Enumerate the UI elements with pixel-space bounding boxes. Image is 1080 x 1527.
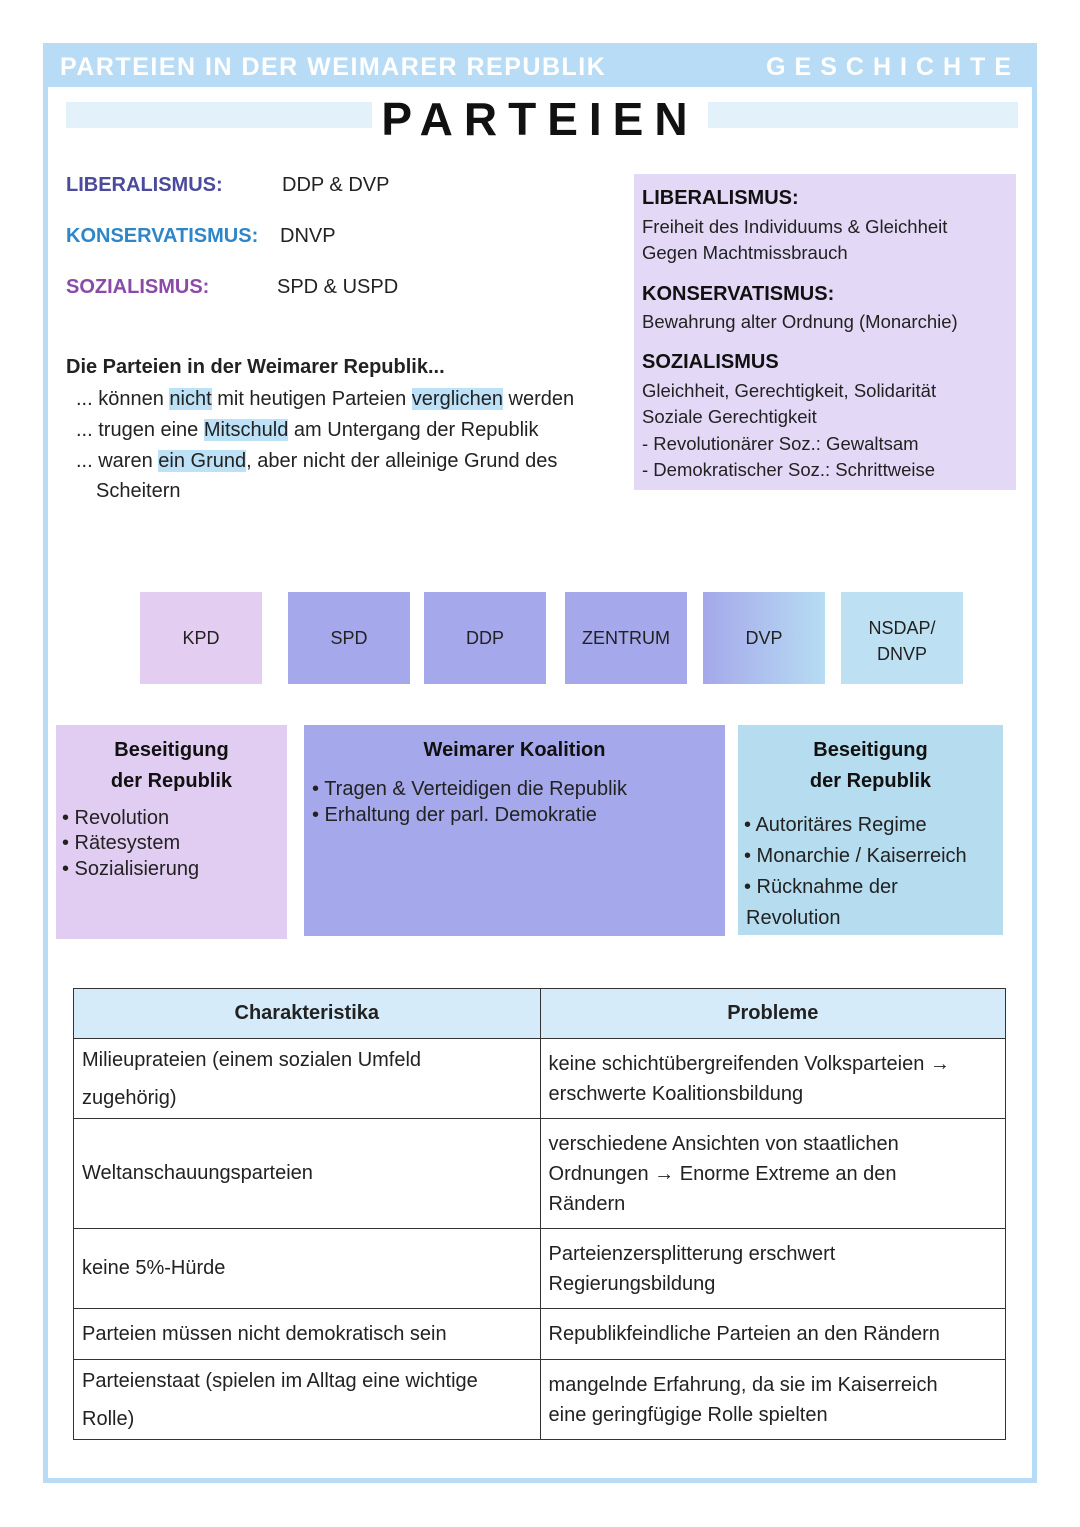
table-header: Probleme [540,989,1005,1039]
table-cell [74,1360,541,1440]
definition-text: Soziale Gerechtigkeit [642,406,817,427]
table-cell [540,1039,1005,1119]
definition-text: Bewahrung alter Ordnung (Monarchie) [642,311,958,332]
party-label: ZENTRUM [582,627,670,648]
table-cell [540,1119,1005,1229]
table-row [74,1229,1006,1309]
column-item: • Erhaltung der parl. Demokratie [312,804,597,826]
intro-text: ... können [76,388,170,410]
definition-title-konservatismus: KONSERVATISMUS: [642,283,835,305]
definition-title-sozialismus: SOZIALISMUS [642,351,779,373]
ideology-label-liberalismus: LIBERALISMUS: [66,174,223,196]
party-box-nsdap-dnvp [841,592,963,684]
cell-text: Ordnungen → Enorme Extreme an den [548,1162,897,1185]
table-cell [540,1229,1005,1309]
ideology-parties-sozialismus: SPD & USPD [277,276,399,298]
cell-text: Rändern [548,1192,626,1215]
table-cell [540,1360,1005,1440]
intro-text: werden [502,388,575,410]
intro-text: , aber nicht der alleinige Grund des [246,450,558,472]
characteristics-table [73,988,1006,1440]
table-row [74,1360,1006,1440]
column-title: Beseitigung [813,739,928,761]
cell-text: keine 5%-Hürde [82,1257,226,1279]
header-topic: PARTEIEN IN DER WEIMARER REPUBLIK [60,53,607,81]
table-header-row [74,989,1006,1039]
party-label: DVP [745,627,783,648]
party-box-dvp [703,592,825,684]
ideology-parties-liberalismus: DDP & DVP [282,174,390,196]
table-cell [74,1229,541,1309]
column-title: der Republik [809,770,932,792]
column-item: • Sozialisierung [62,858,200,880]
cell-text: Rolle) [82,1407,135,1430]
cell-text: Milieuprateien (einem sozialen Umfeld [82,1048,422,1071]
column-right-extreme [738,725,1003,935]
column-item: Revolution [746,907,841,929]
party-label: KPD [182,627,220,648]
cell-text: erschwerte Koalitionsbildung [548,1082,804,1105]
cell-text: verschiedene Ansichten von staatlichen [548,1132,899,1155]
table-row [74,1119,1006,1229]
cell-text: Parteienstaat (spielen im Alltag eine wichtige [82,1369,478,1392]
table-cell [74,1039,541,1119]
column-item: • Monarchie / Kaiserreich [744,845,967,867]
intro-highlight: nicht [169,388,212,410]
party-box-spd [288,592,410,684]
intro-highlight: verglichen [411,388,503,410]
column-item: • Rücknahme der [744,876,898,898]
party-label: DDP [465,627,504,648]
definition-text: - Revolutionärer Soz.: Gewaltsam [642,433,919,454]
intro-highlight: ein Grund [158,450,247,472]
ideology-label-sozialismus: SOZIALISMUS: [66,276,210,298]
intro-text: ... waren [76,450,159,472]
intro-line-3 [76,450,557,473]
cell-text: keine schichtübergreifenden Volksparteien → [548,1052,950,1075]
table-row [74,1309,1006,1360]
definition-text: Gegen Machtmissbrauch [642,242,848,263]
definition-text: Freiheit des Individuums & Gleichheit [642,216,948,237]
party-label: SPD [330,627,368,648]
column-title: der Republik [110,770,233,792]
header-subject: GESCHICHTE [766,53,1020,81]
cell-text: mangelnde Erfahrung, da sie im Kaiserreich [548,1373,938,1396]
cell-text: Parteienzersplitterung erschwert [548,1242,836,1265]
intro-line-4: Scheitern [96,480,181,502]
ideology-parties-konservatismus: DNVP [280,225,336,247]
table-cell [74,1119,541,1229]
intro-highlight: Mitschuld [203,419,289,441]
ideology-label-konservatismus: KONSERVATISMUS: [66,225,259,247]
column-item: • Rätesystem [62,832,181,854]
table-header: Charakteristika [74,989,541,1039]
intro-heading: Die Parteien in der Weimarer Republik... [66,356,445,378]
column-left-extreme [56,725,287,939]
cell-text: Parteien müssen nicht demokratisch sein [82,1322,447,1345]
table-cell [74,1309,541,1360]
column-item: • Tragen & Verteidigen die Republik [312,778,627,800]
intro-text: mit heutigen Parteien [211,388,412,410]
cell-text: Weltanschauungsparteien [82,1162,313,1184]
column-weimarer-koalition [304,725,725,936]
intro-text: ... trugen eine [76,419,204,441]
cell-text: zugehörig) [82,1086,177,1109]
cell-text: eine geringfügige Rolle spielten [548,1403,828,1426]
definition-text: - Demokratischer Soz.: Schrittweise [642,459,936,480]
cell-text: Regierungsbildung [548,1272,716,1295]
column-item: • Autoritäres Regime [744,814,927,836]
column-title: Weimarer Koalition [423,739,606,761]
party-box-zentrum [565,592,687,684]
intro-line-2 [76,419,539,442]
party-box-kpd [140,592,262,684]
party-label: NSDAP/ [868,618,936,638]
party-label: DNVP [876,644,927,664]
page-title: PARTEIEN [381,93,699,145]
table-cell [540,1309,1005,1360]
intro-line-1 [76,388,574,411]
definition-text: Gleichheit, Gerechtigkeit, Solidarität [642,380,937,401]
table-row [74,1039,1006,1119]
definition-title-liberalismus: LIBERALISMUS: [642,187,799,209]
cell-text: Republikfeindliche Parteien an den Rändern [548,1322,940,1345]
intro-text: am Untergang der Republik [288,419,539,441]
party-box-ddp [424,592,546,684]
column-title: Beseitigung [114,739,229,761]
column-item: • Revolution [62,807,170,829]
